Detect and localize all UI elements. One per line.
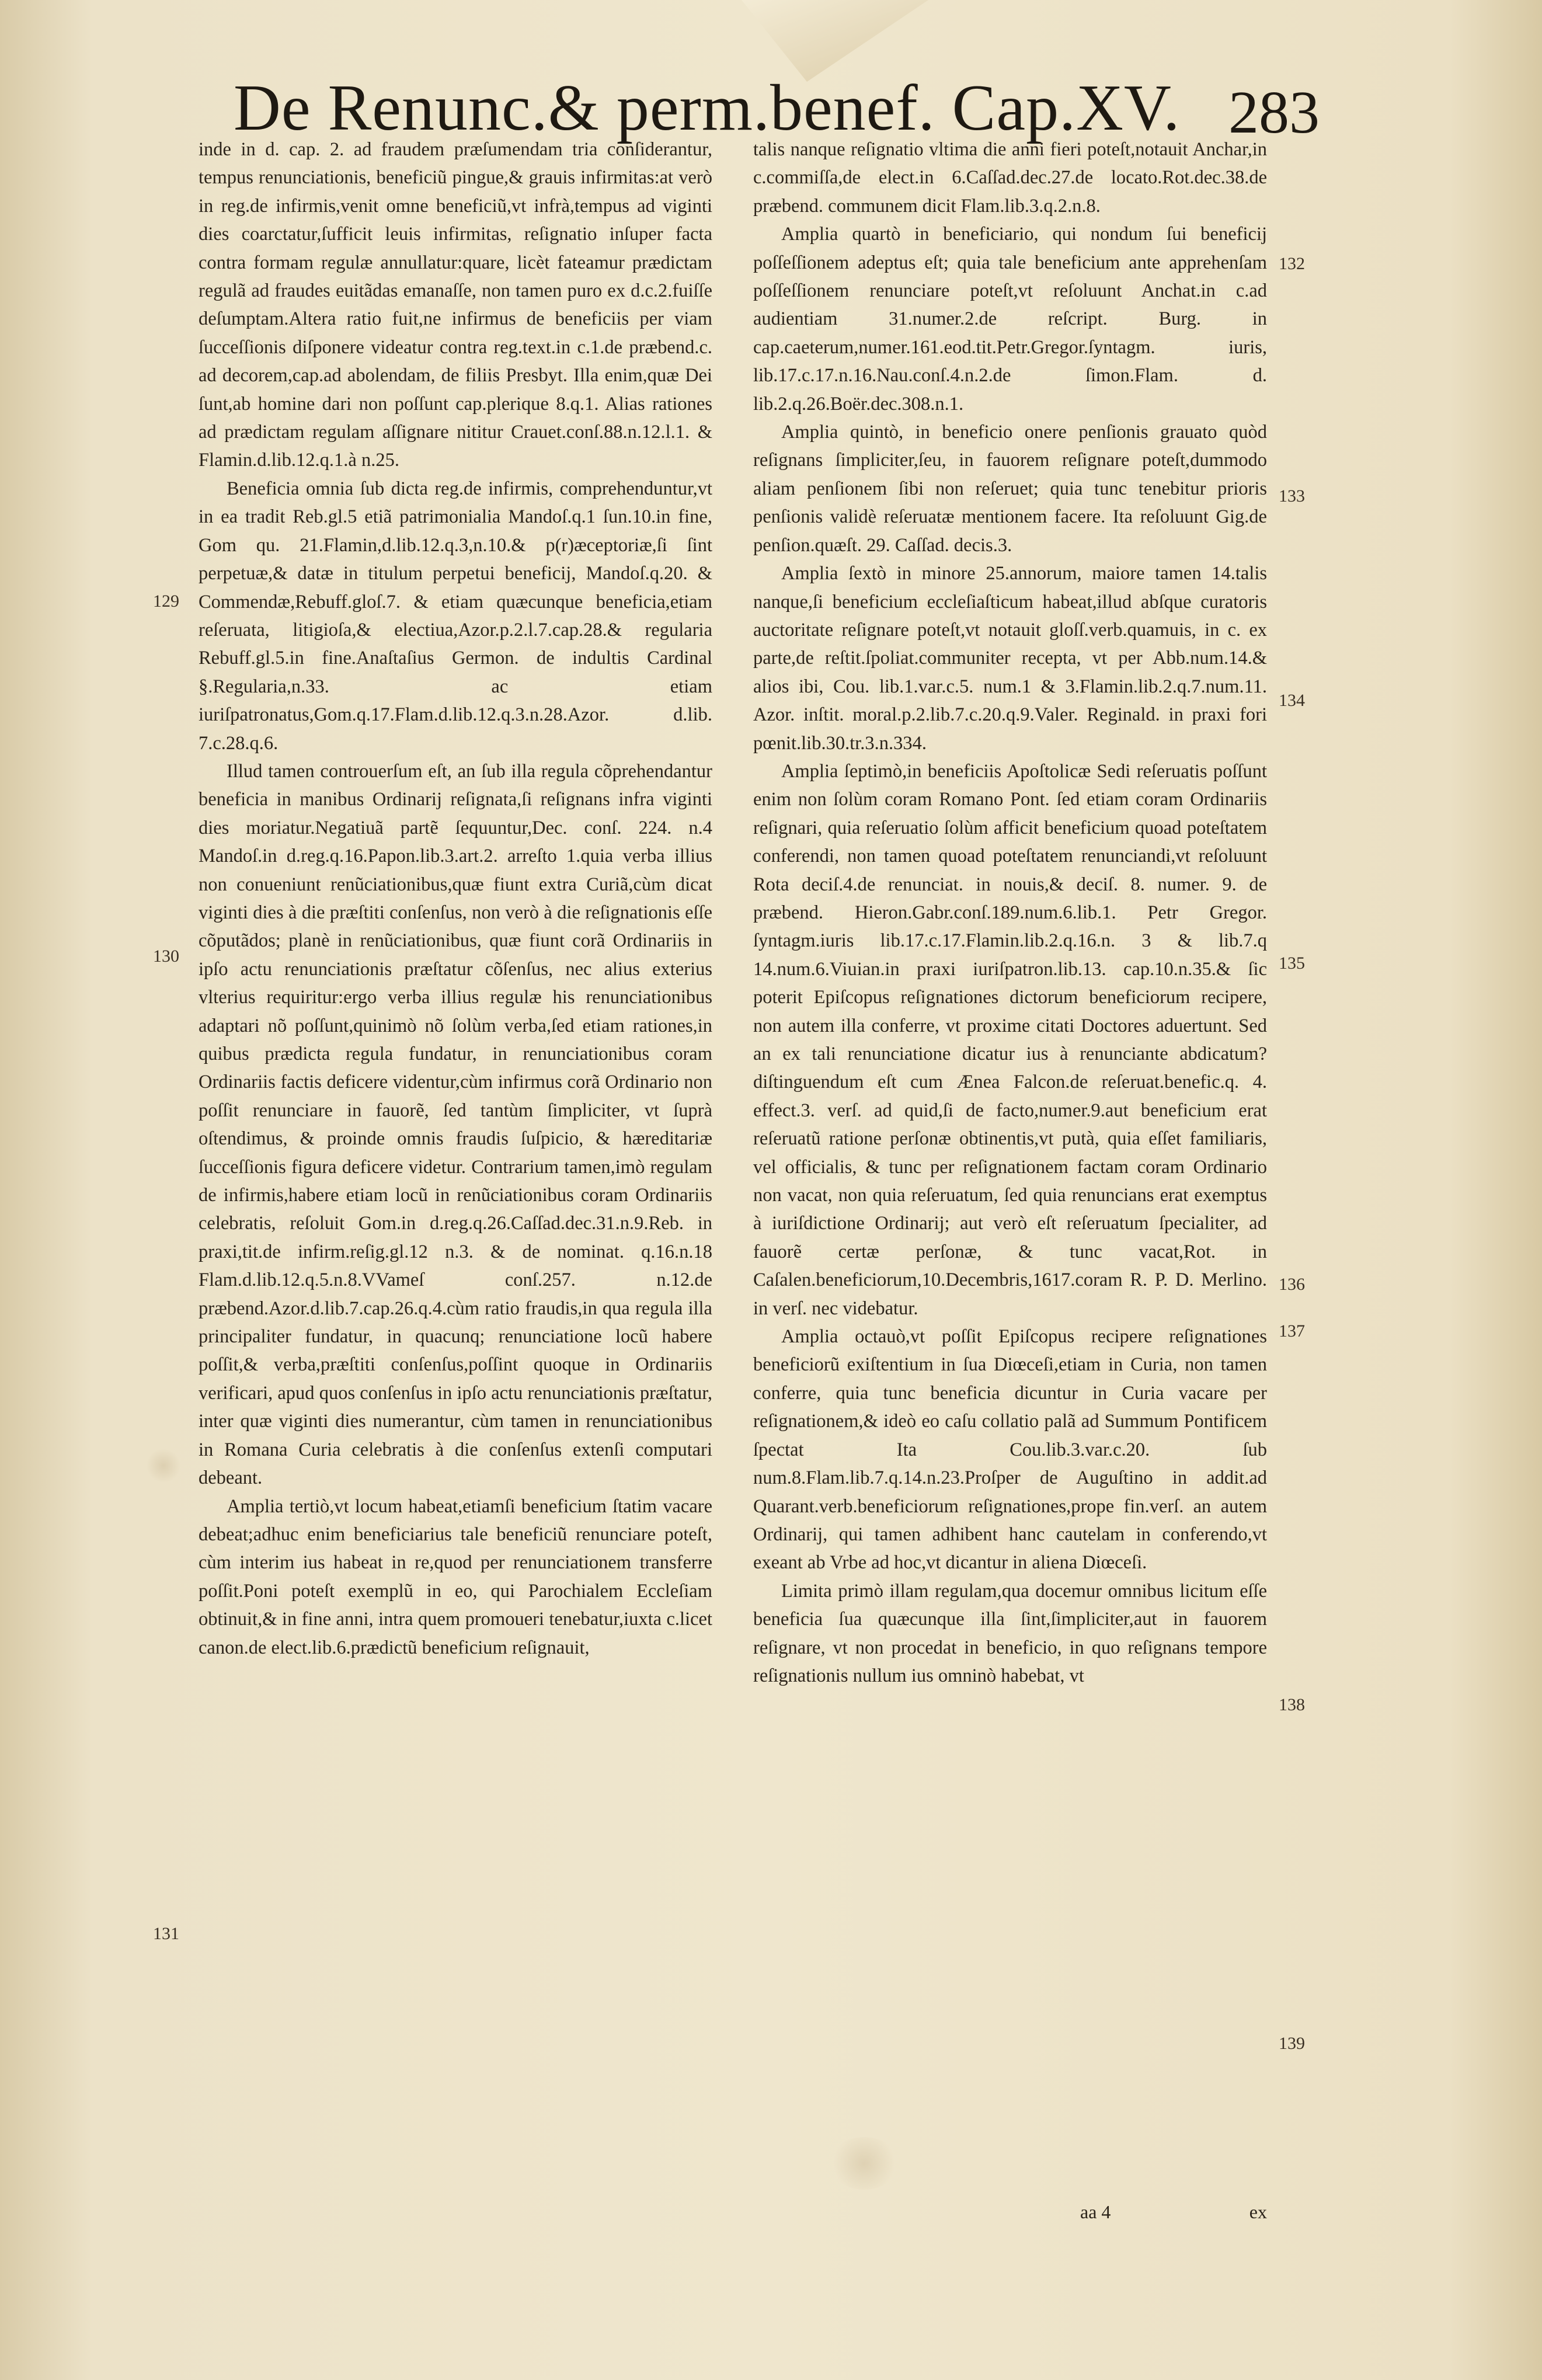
catchword: ex [1249, 2201, 1267, 2222]
left-column [199, 135, 712, 1662]
paragraph: Amplia tertiò,vt locum habeat,etiamſi beneficium ſtatim vacare debeat;adhuc enim beneficiarius tale beneficiũ renunciare poteſt, cùm interim ius habeat in re,quod per renunciationem transferre poſſit.Poni poteſt exemplũ in eo, qui Parochialem Eccleſiam obtinuit,& in fine anni, intra quem promoueri tenebatur,iuxta c.licet canon.de elect.lib.6.prædictũ beneficium reſignauit, [199, 1495, 712, 1658]
signature-mark: aa 4 [1080, 2201, 1111, 2222]
margin-number: 129 [153, 591, 179, 611]
paragraph: talis nanque reſignatio vltima die anni fieri poteſt,notauit Anchar,in c.commiſſa,de elect.in 6.Caſſad.dec.27.de locato.Rot.dec.38.de præbend. communem dicit Flam.lib.3.q.2.n.8. [753, 139, 1267, 217]
ink-stain [146, 1448, 181, 1483]
paragraph: Illud tamen controuerſum eſt, an ſub illa regula cõprehendantur beneficia in manibus Ordinarij reſignata,ſi reſignans infra viginti dies moriatur.Negatiuã partẽ ſequuntur,Dec. conſ. 224. n.4 Mandoſ.in d.reg.q.16.Papon.lib.3.art.2. arreſto 1.quia verba illius non conueniunt renũciationibus,quæ fiunt extra Curiã,cùm dicat viginti dies à die præſtiti conſenſus, non verò à die reſignationis eſſe cõputãdos; planè in renũciationibus, quæ fiunt corã Ordinariis in ipſo actu renunciationis præſtatur cõſenſus, nec alius exterius vlterius requiritur:ergo verba illius regulæ his renunciationibus adaptari nõ poſſunt,quinimò nõ ſolùm verba,ſed etiam rationes,in quibus prædicta regula fundatur, in renunciationibus coram Ordinariis factis deficere videntur,cùm infirmus corã Ordinario non poſſit renunciare in fauorẽ, ſed tantùm ſimpliciter, vt ſuprà oſtendimus, & proinde omnis fraudis ſuſpicio, & hæreditariæ ſucceſſionis figura deficere videtur. Contrarium tamen,imò regulam de infirmis,habere etiam locũ in renũciationibus coram Ordinariis celebratis, reſoluit Gom.in d.reg.q.26.Caſſad.dec.31.n.9.Reb. in praxi,tit.de infirm.reſig.gl.12 n.3. & de nominat. q.16.n.18 Flam.d.lib.12.q.5.n.8.VVameſ conſ.257. n.12.de præbend.Azor.d.lib.7.cap.26.q.4.cùm ratio fraudis,in qua regula illa principaliter fundatur, in quacunq; renunciatione locũ habere poſſit,& verba,præſtiti conſenſus,poſſint quoque in Ordinariis verificari, apud quos conſenſus in ipſo actu renunciationis præſtatur, inter quæ viginti dies numerantur, cùm tamen in renunciationibus in Romana Curia celebratis à die conſenſus extenſi computari debeant. [199, 760, 712, 1489]
margin-number: 137 [1279, 1321, 1305, 1341]
paragraph: Amplia octauò,vt poſſit Epiſcopus recipere reſignationes beneficiorũ exiſtentium in ſua Diœceſi,etiam in Curia, non tamen conferre, quia tunc beneficia dicuntur in Curia vacare per reſignationem,& ideò eo caſu collatio palã ad Summum Pontificem ſpectat Ita Cou.lib.3.var.c.20. ſub num.8.Flam.lib.7.q.14.n.23.Proſper de Auguſtino in addit.ad Quarant.verb.beneficiorum reſignationes,prope fin.verſ. an autem Ordinarij, qui tamen adhibent hanc cautelam in conferendo,vt exeant ab Vrbe ad hoc,vt dicantur in aliena Diœceſi. [753, 1326, 1267, 1574]
page-number: 283 [1228, 79, 1320, 146]
folded-corner [742, 0, 928, 82]
margin-number: 130 [153, 947, 179, 966]
paragraph: Amplia quintò, in beneficio onere penſionis grauato quòd reſignans ſimpliciter,ſeu, in fauorem reſignare poteſt,dummodo aliam penſionem ſibi non reſeruet; quia tunc tenebitur prioris penſionis validè reſeruatæ mentionem facere. Ita reſoluunt Gig.de penſion.quæſt. 29. Caſſad. decis.3. [753, 422, 1267, 556]
margin-number: 134 [1279, 691, 1305, 710]
paragraph: Beneficia omnia ſub dicta reg.de infirmis, comprehenduntur,vt in ea tradit Reb.gl.5 etiã patrimonialia Mandoſ.q.1 ſun.10.in fine, Gom qu. 21.Flamin,d.lib.12.q.3,n.10.& p(r)æceptoriæ,ſi ſint perpetuæ,& datæ in titulum perpetui beneficij, Mandoſ.q.20. & Commendæ,Rebuff.gloſ.7. & etiam quæcunque beneficia,etiam reſeruata, litigioſa,& electiua,Azor.p.2.l.7.cap.28.& regularia Rebuff.gl.5.in fine.Anaſtaſius Germon. de indultis Cardinal §.Regularia,n.33. ac etiam iuriſpatronatus,Gom.q.17.Flam.d.lib.12.q.3.n.28.Azor. d.lib. 7.c.28.q.6. [199, 478, 712, 754]
page-footer [1080, 2201, 1267, 2223]
running-title: De Renunc.& perm.benef. Cap.XV. [234, 72, 1181, 144]
margin-number: 133 [1279, 486, 1305, 506]
margin-number: 131 [153, 1924, 179, 1943]
paragraph: Limita primò illam regulam,qua docemur omnibus licitum eſſe beneficia ſua quæcunque illa ſint,ſimpliciter,aut in fauorem reſignare, vt non procedat in beneficio, in quo reſignans tempore reſignationis nullum ius omninò habebat, vt [753, 1580, 1267, 1686]
right-column [753, 135, 1267, 1690]
paragraph: Amplia ſextò in minore 25.annorum, maiore tamen 14.talis nanque,ſi beneficium eccleſiaſticum habeat,illud abſque curatoris auctoritate reſignare poteſt,vt notauit gloſſ.verb.quamuis, in c. ex parte,de reſtit.ſpoliat.communiter recepta, vt per Abb.num.14.& alios ibi, Cou. lib.1.var.c.5. num.1 & 3.Flamin.lib.2.q.7.num.11. Azor. inſtit. moral.p.2.lib.7.c.20.q.9.Valer. Reginald. in praxi fori pœnit.lib.30.tr.3.n.334. [753, 563, 1267, 754]
margin-number: 132 [1279, 254, 1305, 273]
margin-number: 136 [1279, 1275, 1305, 1294]
margin-number: 138 [1279, 1695, 1305, 1714]
margin-number: 139 [1279, 2034, 1305, 2053]
paragraph: Amplia ſeptimò,in beneficiis Apoſtolicæ Sedi reſeruatis poſſunt enim non ſolùm coram Romano Pont. ſed etiam coram Ordinariis reſignari, quia reſeruatio ſolùm afficit beneficium quoad poteſtatem conferendi, non tamen quoad poteſtatem renunciandi,vt reſoluunt Rota deciſ.4.de renunciat. in nouis,& deciſ. 8. numer. 9. de præbend. Hieron.Gabr.conſ.189.num.6.lib.1. Petr Gregor. ſyntagm.iuris lib.17.c.17.Flamin.lib.2.q.16.n. 3 & lib.7.q 14.num.6.Viuian.in praxi iuriſpatron.lib.13. cap.10.n.35.& ſic poterit Epiſcopus reſignationes dictorum beneficiorum recipere, non autem illa conferre, vt proxime citati Doctores aduertunt. Sed an ex tali renunciatione dicatur ius à renunciante abdicatum?diſtinguendum eſt cum Æneа Falcon.de reſeruat.benefic.q. 4. effect.3. verſ. ad quid,ſi de facto,numer.9.aut beneficium erat reſeruatũ ratione perſonæ obtinentis,vt putà, quia eſſet familiaris, vel officialis, & tunc per reſignationem factam coram Ordinario non vacat, non quia reſeruatum, ſed quia renuncians erat exemptus à iuriſdictione Ordinarij; aut verò eſt reſeruatum ſpecialiter, ad fauorẽ certæ perſonæ, & tunc vacat,Rot. in Caſalen.beneficiorum,10.Decembris,1617.coram R. P. D. Merlino. in verſ. nec videbatur. [753, 760, 1267, 1319]
paragraph: Amplia quartò in beneficiario, qui nondum ſui beneficij poſſeſſionem adeptus eſt; quia tale beneficium ante apprehenſam poſſeſſionem renunciare poteſt,vt reſoluunt Anchat.in c.ad audientiam 31.numer.2.de reſcript. Burg. in cap.caeterum,numer.161.eod.tit.Petr.Gregor.ſyntagm. iuris, lib.17.c.17.n.16.Nau.conſ.4.n.2.de ſimon.Flam. d. lib.2.q.26.Boër.dec.308.n.1. [753, 224, 1267, 415]
margin-number: 135 [1279, 954, 1305, 973]
paragraph: inde in d. cap. 2. ad fraudem præſumendam tria conſiderantur, tempus renunciationis, beneficiũ pingue,& grauis infirmitas:at verò in reg.de infirmis,venit omne beneficiũ,vt infrà,tempus ad viginti dies coarctatur,ſufficit leuis infirmitas, reſignatio inſuper facta contra formam regulæ annullatur:quare, licèt fateamur prædictam regulã ad fraudes euitãdas emanaſſe, non tamen puro ex d.c.2.fuiſſe deſumptam.Altera ratio fuit,ne infirmus de beneficiis per viam ſucceſſionis diſponere videatur contra reg.text.in c.1.de præbend.c. ad decorem,cap.ad abolendam, de filiis Presbyt. Illa enim,quæ Dei ſunt,ab homine dari non poſſunt cap.plerique 8.q.1. Alias rationes ad prædictam regulam aſſignare nititur Crauet.conſ.88.n.12.l.1. & Flamin.d.lib.12.q.1.à n.25. [199, 139, 712, 471]
ink-stain [829, 2137, 899, 2190]
